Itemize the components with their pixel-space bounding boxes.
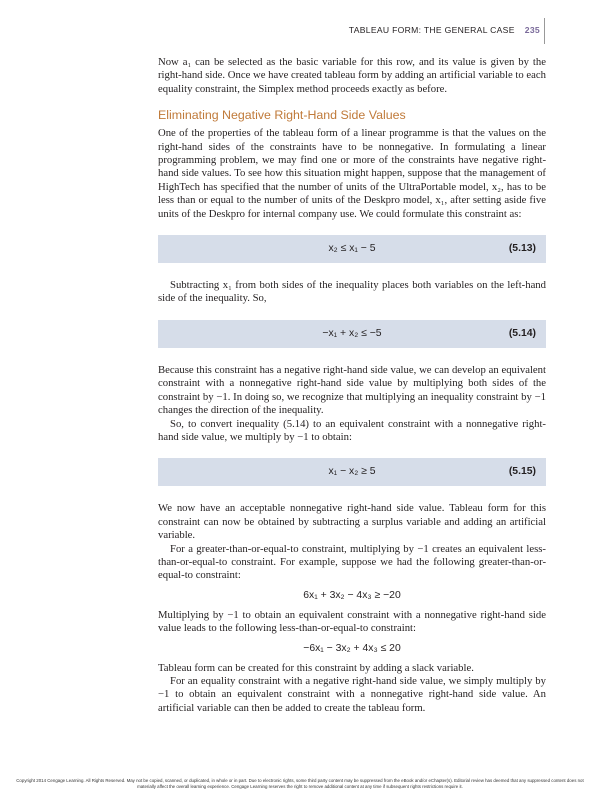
equation-number: (5.15) bbox=[508, 466, 536, 478]
page-number: 235 bbox=[524, 25, 540, 35]
equation-expression: x₁ − x₂ ≥ 5 bbox=[328, 466, 376, 478]
paragraph-acceptable: We now have an acceptable nonnegative right-hand side value. Tableau form for this constraint can now be obtained by subtracting a surplus variable and adding an artificial variable. bbox=[158, 502, 546, 542]
page-body bbox=[158, 56, 546, 715]
paragraph-equality: For an equality constraint with a negative right-hand side value, we simply multiply by −1 to obtain an equivalent constraint with a nonnegative right-hand side value. An artificial variable can then be added to create the tableau form. bbox=[158, 674, 546, 714]
paragraph-because: Because this constraint has a negative right-hand side value, we can develop an equivalent constraint with a nonnegative right-hand side value by multiplying both sides of the constraint by −1. In doing so, we recognize that multiplying an inequality constraint by −1 changes the direction of the inequality. bbox=[158, 363, 546, 417]
equation-expression: x₂ ≤ x₁ − 5 bbox=[328, 243, 376, 255]
paragraph-convert: So, to convert inequality (5.14) to an equivalent constraint with a nonnegative right-hand side value, we multiply by −1 to obtain: bbox=[158, 417, 546, 443]
equation-number: (5.14) bbox=[508, 327, 536, 339]
inline-equation-original: 6x₁ + 3x₂ − 4x₃ ≥ −20 bbox=[303, 589, 401, 601]
paragraph-intro: Now a₁ can be selected as the basic variable for this row, and its value is given by the right-hand side. Once we have created tableau form by adding an artificial variable to each equality constraint, the Simplex method proceeds exactly as before. bbox=[158, 56, 546, 95]
inline-equation-converted: −6x₁ − 3x₂ + 4x₃ ≤ 20 bbox=[303, 642, 401, 654]
section-heading: Eliminating Negative Right-Hand Side Values bbox=[158, 108, 406, 123]
header-divider bbox=[544, 18, 545, 44]
paragraph-multiplying: Multiplying by −1 to obtain an equivalent constraint with a nonnegative right-hand side value leads to the following less-than-or-equal-to constraint: bbox=[158, 608, 546, 635]
paragraph-greater-than: For a greater-than-or-equal-to constraint, multiplying by −1 creates an equivalent less-than-or-equal-to constraint. For example, suppose we had the following greater-than-or-equal-to constraint: bbox=[158, 542, 546, 582]
copyright-footer: Copyright 2014 Cengage Learning. All Rights Reserved. May not be copied, scanned, or duplicated, in whole or in part. Due to electronic rights, some third party content may be suppressed from the eBook and/or eChapter(s). Editorial review has deemed that any suppressed content does not materially affect the overall learning experience. Cengage Learning reserves the right to remove additional content at any time if subsequent rights restrictions require it. bbox=[16, 778, 584, 789]
equation-box-5-14 bbox=[158, 320, 546, 348]
paragraph-properties: One of the properties of the tableau form of a linear programme is that the values on the right-hand sides of the constraints have to be nonnegative. In formulating a linear programming problem, we may find one or more of the constraints have negative right-hand side values. To see how this situation might happen, suppose that the management of HighTech has specified that the number of units of the UltraPortable model, x₂, has to be less than or equal to the number of units of the Deskpro model, x₁, after setting aside five units of the Deskpro for internal company use. We could formulate this constraint as: bbox=[158, 127, 546, 220]
running-title: TABLEAU FORM: THE GENERAL CASE bbox=[348, 25, 515, 35]
running-header bbox=[349, 25, 540, 35]
equation-expression: −x₁ + x₂ ≤ −5 bbox=[322, 327, 382, 339]
paragraph-subtracting: Subtracting x₁ from both sides of the inequality places both variables on the left-hand side of the inequality. So, bbox=[158, 279, 546, 305]
equation-box-5-13 bbox=[158, 235, 546, 263]
paragraph-slack: Tableau form can be created for this constraint by adding a slack variable. bbox=[158, 661, 474, 674]
equation-number: (5.13) bbox=[508, 243, 536, 255]
equation-box-5-15 bbox=[158, 458, 546, 486]
